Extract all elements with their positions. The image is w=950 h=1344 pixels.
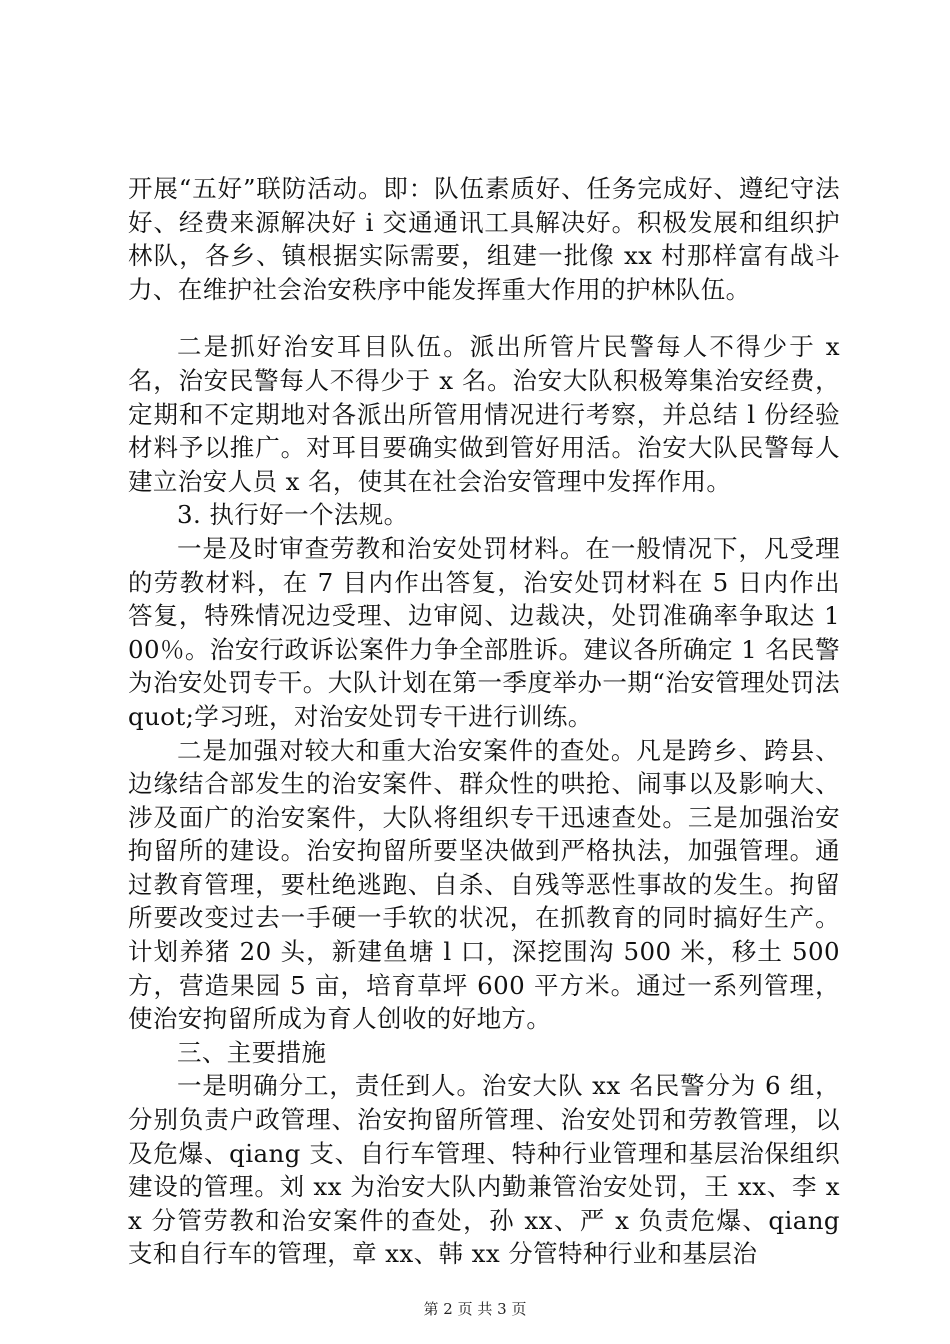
paragraph-gap [128,306,840,330]
section-heading-cuoshi: 三、主要措施 [177,1037,327,1067]
paragraph-shencha-cailiao: 一是及时审查劳教和治安处罚材料。在一般情况下，凡受理的劳教材料，在 7 目内作出答复，治安处罚材料在 5 日内作出答复，特殊情况边受理、边审阅、边裁决，处罚准确率争取达 100％。治安行政诉讼案件力争全部胜诉。建议各所确定 1 名民警为治安处罚专干。大队计划在第一季度举办一期“治安管理处罚法 quot;学习班，对治安处罚专干进行训练。 [128,533,840,731]
section-heading-fagui: 3. 执行好一个法规。 [177,500,409,530]
page-number-footer: 第 2 页 共 3 页 [423,1300,527,1318]
paragraph-ermu-duiwu: 二是抓好治安耳目队伍。派出所管片民警每人不得少于 x 名，治安民警每人不得少于 x 名。治安大队积极筹集治安经费，定期和不定期地对各派出所管用情况进行考察，并总结 l 份经验材料予以推广。对耳目要确实做到管好用活。治安大队民警每人建立治安人员 x 名，使其在社会治安管理中发挥作用。 [128,332,840,496]
document-body [128,172,840,1271]
paragraph-wuhao-lianfang: 开展“五好”联防活动。即：队伍素质好、任务完成好、遵纪守法好、经费来源解决好 i 交通通讯工具解决好。积极发展和组织护林队，各乡、镇根据实际需要，组建一批像 xx 村那样富有战斗力、在维护社会治安秩序中能发挥重大作用的护林队伍。 [128,174,840,304]
paragraph-fengong: 一是明确分工，责任到人。治安大队 xx 名民警分为 6 组，分别负责户政管理、治安拘留所管理、治安处罚和劳教管理，以及危爆、qiang 支、自行车管理、特种行业管理和基层治保组织建设的管理。刘 xx 为治安大队内勤兼管治安处罚，王 xx、李 xx 分管劳教和治安案件的查处，孙 xx、严 x 负责危爆、qiang 支和自行车的管理，章 xx、韩 xx 分管特种行业和基层治 [128,1071,840,1269]
paragraph-anjian-chachu: 二是加强对较大和重大治安案件的查处。凡是跨乡、跨县、边缘结合部发生的治安案件、群众性的哄抢、闹事以及影响大、涉及面广的治安案件，大队将组织专干迅速查处。三是加强治安拘留所的建设。治安拘留所要坚决做到严格执法，加强管理。通过教育管理，要杜绝逃跑、自杀、自残等恶性事故的发生。拘留所要改变过去一手硬一手软的状况，在抓教育的同时搞好生产。计划养猪 20 头，新建鱼塘 l 口，深挖围沟 500 米，移土 500 方，营造果园 5 亩，培育草坪 600 平方米。通过一系列管理，使治安拘留所成为育人创收的好地方。 [128,735,840,1034]
